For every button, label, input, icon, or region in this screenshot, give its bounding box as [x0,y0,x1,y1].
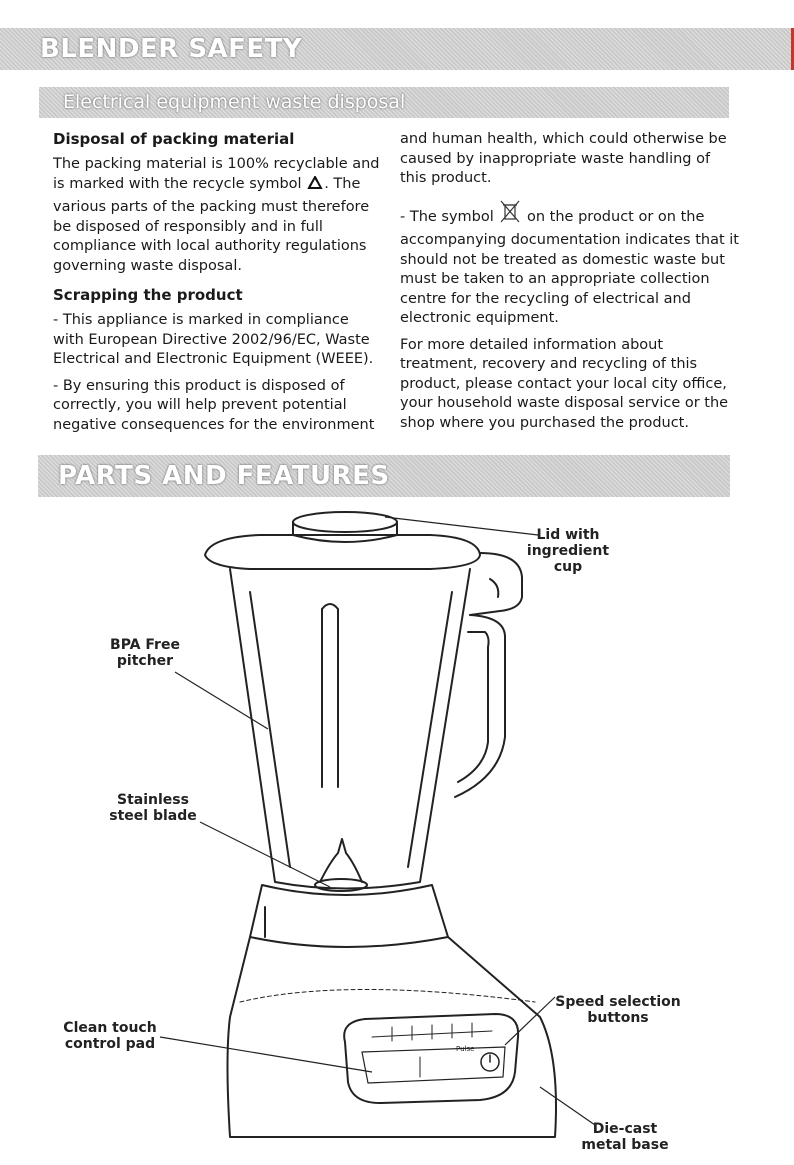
consequences-paragraph: - By ensuring this product is disposed of correctly, you will help prevent potential negative consequences for the environment [53,377,375,433]
blender-safety-banner [0,28,794,70]
parts-features-title: PARTS AND FEATURES [58,461,390,491]
symbol-text-end: on the product or on the accompanying documentation indicates that it should not be treated as domestic waste but must be taken to an appropriate collection centre for the recycling of electrical and electronic equipment. [400,208,739,326]
pulse-button-label: Pulse [456,1045,475,1053]
more-info-paragraph: For more detailed information about treatment, recovery and recycling of this product, please contact your local city office, your household waste disposal service or the shop where you purchased the product. [400,336,729,431]
crossed-bin-icon [498,199,522,232]
pitcher-leader-line [175,672,268,729]
blade-callout: Stainless steel blade [109,792,197,824]
weee-directive-paragraph: - This appliance is marked in compliance with European Directive 2002/96/EC, Waste Electrical and Electronic Equipment (WEEE). [53,312,374,367]
control-pad-callout: Clean touch control pad [63,1020,157,1052]
pad-leader-line [160,1037,372,1072]
blender-diagram [0,497,794,1165]
symbol-text-start: - The symbol [400,208,494,225]
packing-text-start: The packing material is 100% recyclable and is marked with the recycle symbol [53,156,380,192]
disposal-right-column [400,130,740,440]
recycle-icon [306,176,324,199]
symbol-paragraph [400,199,740,329]
blender-illustration [0,497,794,1165]
base-leader-line [540,1087,595,1125]
metal-base-callout: Die-cast metal base [581,1121,669,1153]
waste-disposal-banner [39,87,729,118]
parts-features-banner [38,455,730,497]
pitcher-callout: BPA Free pitcher [110,637,180,669]
packing-heading: Disposal of packing material [53,130,295,148]
speed-buttons-callout: Speed selection buttons [555,994,681,1026]
health-paragraph: and human health, which could otherwise be caused by inappropriate waste handling of this product. [400,131,727,186]
blade-leader-line [200,822,330,887]
blender-safety-title: BLENDER SAFETY [40,34,303,64]
disposal-left-column [53,130,383,442]
lid-callout: Lid with ingredient cup [526,527,610,575]
scrapping-heading: Scrapping the product [53,286,243,304]
packing-paragraph [53,155,383,276]
packing-text-end: . The various parts of the packing must therefore be disposed of responsibly and in full compliance with local authority regulations governing waste disposal. [53,175,370,274]
waste-disposal-title: Electrical equipment waste disposal [63,91,406,113]
